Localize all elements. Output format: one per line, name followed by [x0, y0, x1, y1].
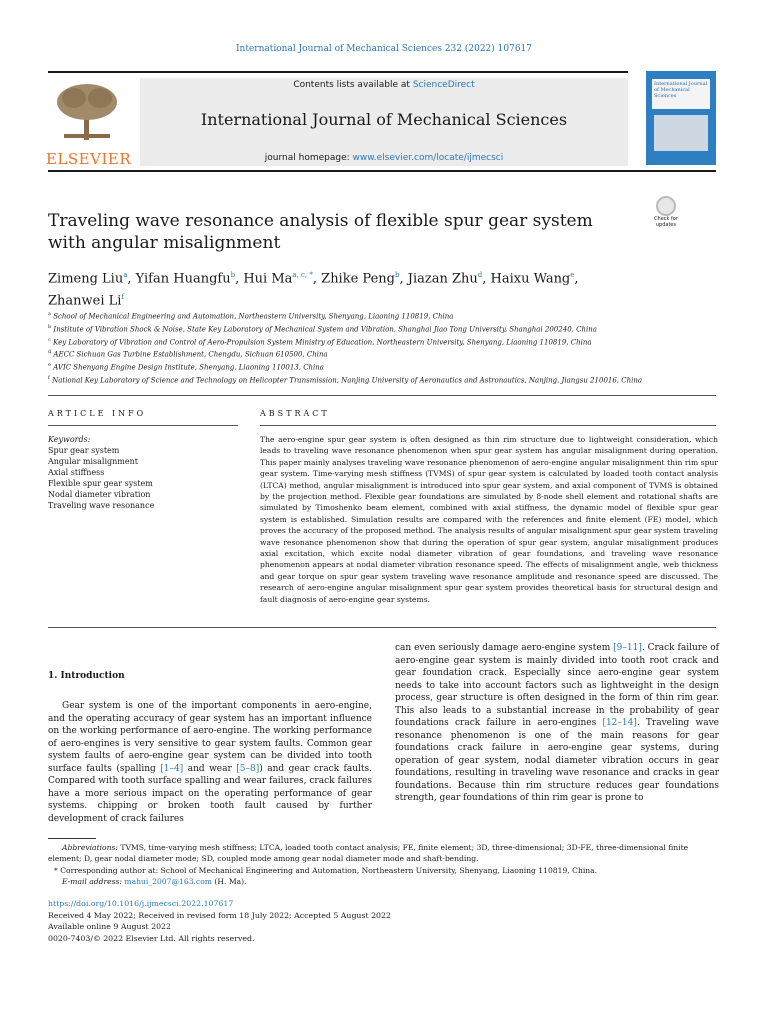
keyword: Spur gear system [48, 446, 120, 455]
affiliation-mark: d [48, 349, 52, 356]
homepage-prefix: journal homepage: [264, 153, 353, 163]
author-affiliation-mark[interactable]: e [570, 271, 575, 279]
intro-left-column [48, 700, 372, 825]
author-name[interactable]: Zimeng Liu [48, 271, 124, 287]
author-name[interactable]: Hui Ma [243, 271, 293, 287]
author-name[interactable]: Zhike Peng [321, 271, 395, 287]
affiliation-list [48, 309, 728, 386]
corresponding-author-footnote [48, 865, 720, 876]
check-updates-icon [656, 196, 676, 216]
keyword: Angular misalignment [48, 457, 138, 466]
author-name[interactable]: Jiazan Zhu [407, 271, 478, 287]
badge-line-1: Check for [654, 216, 678, 222]
badge-line-2: updates [655, 222, 677, 228]
affiliation-mark: a [48, 311, 51, 317]
affiliation [48, 347, 728, 360]
abbreviations-text: TVMS, time-varying mesh stiffness; LTCA, loaded tooth contact analysis; FE, finite element; 3D, three-dimensional; 3D-FE, three-dimensional finite element; D, gear nodal diameter mode; SD, coupled mode among gear nodal diameter mode and shaft-bending. [48, 843, 689, 864]
intro-text: ) and gear crack faults. Compared with tooth surface spalling and wear failures, crack failures have a more serious impact on the operating performance of gear systems. chipping or broken tooth fault caused by further development of crack failures [48, 763, 372, 824]
affiliation [48, 335, 728, 348]
cover-image [654, 115, 708, 151]
contents-line [140, 80, 628, 90]
email-footnote [48, 876, 720, 887]
keyword: Traveling wave resonance [48, 501, 155, 510]
citation-link[interactable]: [9–11] [613, 643, 642, 653]
affiliation-mark: c [48, 336, 51, 343]
available-online: Available online 9 August 2022 [48, 922, 171, 932]
intro-text: . Traveling wave resonance phenomenon is one of the main reasons for gear foundations crack failure in aero-engine gear systems, during operation of gear system, nodal diameter vibration occurs in gear foundations, resulting in traveling wave resonance and cracks in gear foundations. Because thin rim structure reduces gear foundations strength, gear foundations of thin rim gear is prone to [395, 718, 719, 803]
author-name[interactable]: Zhanwei Li [48, 293, 122, 309]
author-affiliation-mark[interactable]: f [121, 293, 125, 302]
affiliation-mark: b [48, 323, 52, 330]
keyword: Axial stiffness [48, 468, 105, 477]
abstract-text: The aero-engine spur gear system is often designed as thin rim structure due to lightweight consideration, which leads to traveling wave resonance phenomenon when spur gear system has angular misalignment during operation. This paper mainly analyses traveling wave resonance phenomenon of aero-engine angular misalignment thin rim spur gear system. Time-varying mesh stiffness (TVMS) of spur gear system is calculated by loaded tooth contact analysis (LTCA) method, angular misalignment is introduced into spur gear system, and axial component of TVMS is obtained by the projection method. Flexible gear foundations are simulated by 8-node shell element and rotational shafts are simulated by Timoshenko beam element, combined with axial stiffness, the dynamic model of flexible spur gear system is established. Simulation results are compared with the references and finite element (FE) model, which proves the accuracy of the proposed method. The analysis results of angular misalignment spur gear system traveling wave resonance phenomenon show that during the operation of spur gear system, angular misalignment produces axial excitation, which excite nodal diameter vibration of gear foundations, and traveling wave resonance phenomenon appears at nodal diameter vibration resonance speed. The effects of misalignment angle, web thickness and gear torque on spur gear system traveling wave resonance amplitude and resonance speed are discussed. The research of aero-engine angular misalignment spur gear system provides theoretical basis for structural design and fault diagnosis of aero-engine gear systems. [260, 435, 718, 604]
article-info-rule [48, 425, 238, 426]
cover-title: International Journal of Mechanical Sciences [652, 79, 710, 109]
keyword: Nodal diameter vibration [48, 490, 151, 499]
affiliation-text: Key Laboratory of Vibration and Control of Aero-Propulsion System Ministry of Education, Northeastern University, Shenyang, Liaoning 110819, China [50, 337, 592, 346]
publisher-name: ELSEVIER [46, 150, 132, 168]
author-separator: , [482, 271, 491, 287]
affiliation-text: AECC Sichuan Gas Turbine Establishment, Chengdu, Sichuan 610500, China [51, 350, 328, 359]
homepage-link[interactable]: www.elsevier.com/locate/ijmecsci [352, 153, 504, 163]
journal-title: International Journal of Mechanical Sciences [200, 110, 568, 129]
article-meta [48, 898, 648, 944]
section-rule [48, 395, 716, 396]
sciencedirect-link[interactable]: ScienceDirect [412, 80, 475, 90]
article-info-heading: ARTICLE INFO [48, 409, 147, 418]
author-separator: , [574, 271, 579, 287]
homepage-line [140, 153, 628, 163]
abbreviations-label: Abbreviations: [62, 843, 118, 852]
journal-citation[interactable]: International Journal of Mechanical Sciences 232 (2022) 107617 [235, 44, 532, 54]
header-top-rule [48, 71, 628, 73]
affiliation [48, 322, 728, 335]
article-title: Traveling wave resonance analysis of flexible spur gear system with angular misalignment [48, 211, 593, 253]
keywords-label: Keywords: [48, 435, 91, 444]
corr-mark: * [54, 865, 58, 875]
intro-text: and wear [183, 763, 237, 774]
affiliation-text: National Key Laboratory of Science and Technology on Helicopter Transmission, Nanjing University of Aeronautics and Astronautics, Nanjing, Jiangsu 210016, China [49, 376, 643, 385]
doi-link[interactable]: https://doi.org/10.1016/j.ijmecsci.2022.107617 [48, 899, 234, 908]
intro-text: can even seriously damage aero-engine system [395, 643, 614, 653]
header-bottom-rule [48, 170, 716, 172]
abbreviations-footnote [48, 842, 720, 865]
received-dates: Received 4 May 2022; Received in revised form 18 July 2022; Accepted 5 August 2022 [48, 910, 391, 920]
footnote-rule [48, 838, 96, 839]
elsevier-tree-icon [54, 80, 120, 142]
citation-link[interactable]: [5–8] [236, 763, 260, 774]
author-name[interactable]: Yifan Huangfu [135, 271, 231, 287]
affiliation-text: Institute of Vibration Shock & Noise, State Key Laboratory of Mechanical System and Vibration, Shanghai Jiao Tong University, Shanghai 200240, China [51, 325, 597, 334]
author-affiliation-mark[interactable]: d [477, 271, 483, 279]
author-separator: , [312, 271, 322, 287]
affiliation-mark: f [48, 375, 50, 382]
abstract-heading: ABSTRACT [260, 409, 330, 418]
author-affiliation-mark[interactable]: a, c, * [292, 271, 313, 279]
author-list [48, 266, 648, 311]
abstract-bottom-rule [48, 627, 716, 628]
author-affiliation-mark[interactable]: b [394, 271, 400, 279]
elsevier-logo[interactable] [46, 78, 132, 168]
intro-right-column [395, 642, 719, 805]
affiliation-mark: e [48, 362, 51, 369]
check-for-updates-badge[interactable] [646, 196, 686, 236]
affiliation-text: AVIC Shenyang Engine Design Institute, Shenyang, Liaoning 110013, China [50, 363, 324, 372]
citation-link[interactable]: [12–14] [602, 718, 637, 728]
introduction-heading: 1. Introduction [48, 671, 125, 681]
keywords-block [48, 434, 238, 511]
abstract-rule [260, 425, 716, 426]
affiliation [48, 360, 728, 373]
email-label: E-mail address: [62, 877, 122, 887]
footnotes [48, 842, 720, 888]
journal-cover[interactable] [646, 71, 716, 165]
affiliation-text: School of Mechanical Engineering and Automation, Northeastern University, Shenyang, Liaoning 110819, China [50, 312, 454, 321]
author-separator: , [235, 271, 244, 287]
citation-link[interactable]: [1–4] [160, 763, 184, 774]
author-separator: , [399, 271, 408, 287]
affiliation [48, 373, 728, 386]
contents-prefix: Contents lists available at [293, 80, 413, 90]
intro-text: . Crack failure of aero-engine gear system is mainly divided into tooth root crack and gear foundation crack. Especially since aero-engine gear system needs to take into account factors such as lightweight in the design process, gear structure is often designed in the form of thin rim gear. This also leads to a substantial increase in the probability of gear foundations crack failure in aero-engines [395, 643, 719, 728]
email-suffix: (H. Ma). [212, 877, 247, 887]
keyword: Flexible spur gear system [48, 479, 153, 488]
intro-text: Gear system is one of the important components in aero-engine, and the operating accuracy of gear system has an important influence on the working performance of aero-engine. The working performance of aero-engines is very sensitive to gear system faults. Common gear system faults of aero-engine gear system can be divided into tooth surface faults (spalling [48, 701, 372, 774]
author-affiliation-mark[interactable]: a [123, 271, 128, 279]
author-separator: , [127, 271, 136, 287]
affiliation [48, 309, 728, 322]
keyword-list [48, 445, 238, 511]
author-affiliation-mark[interactable]: b [230, 271, 236, 279]
copyright: 0020-7403/© 2022 Elsevier Ltd. All rights reserved. [48, 933, 255, 943]
email-link[interactable]: mahui_2007@163.com [124, 877, 212, 887]
corr-text: Corresponding author at: School of Mechanical Engineering and Automation, Northeastern University, Shenyang, Liaoning 110819, China. [57, 865, 598, 875]
author-name[interactable]: Haixu Wang [490, 271, 571, 287]
